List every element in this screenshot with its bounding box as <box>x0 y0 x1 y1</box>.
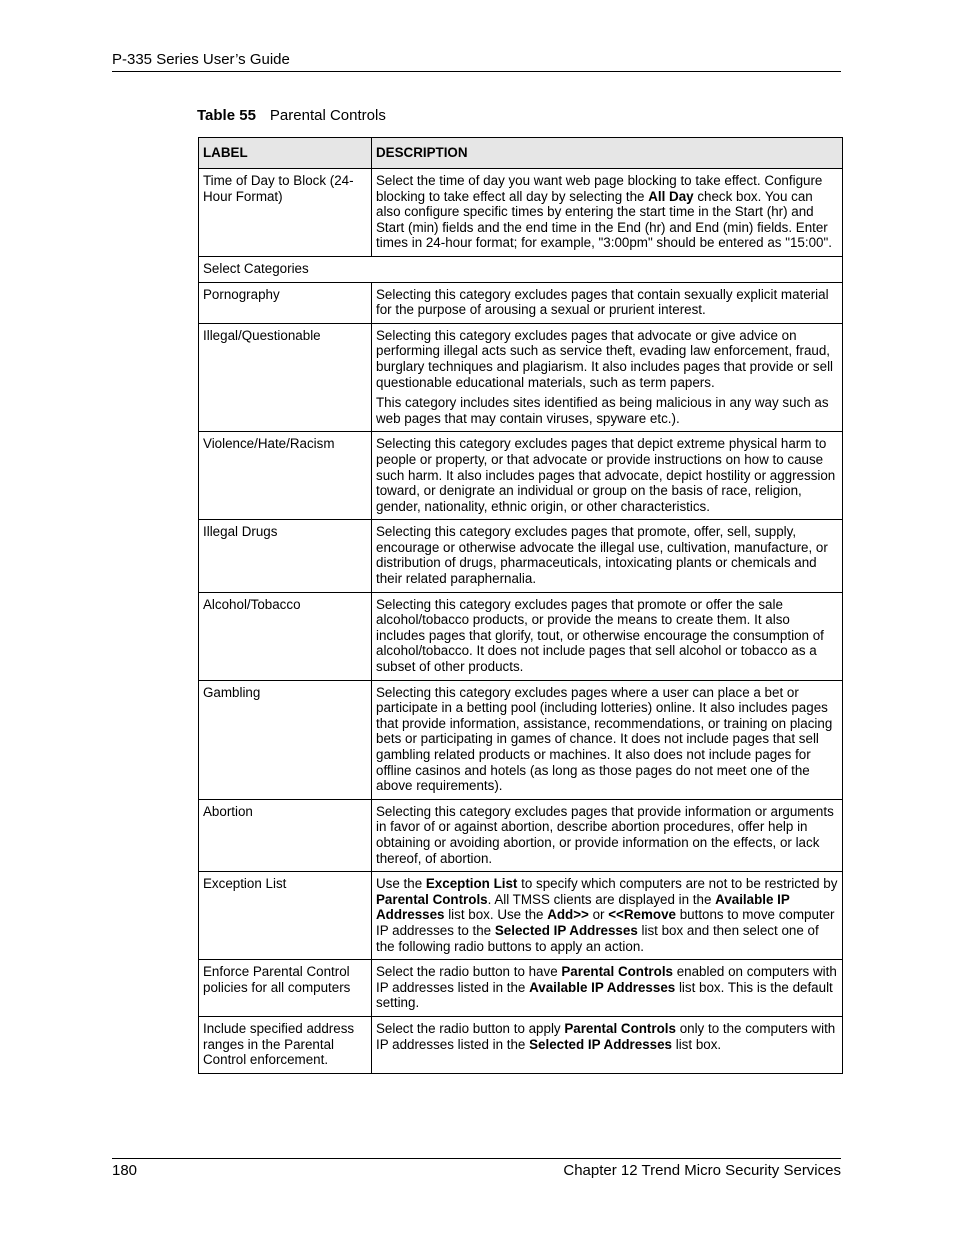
table-row <box>199 872 843 960</box>
footer-rule <box>112 1158 841 1159</box>
row-description <box>372 680 843 799</box>
description-paragraph <box>376 173 838 251</box>
bold-term: Exception List <box>425 876 518 892</box>
text-run: Use the <box>376 876 426 892</box>
row-description <box>372 432 843 520</box>
table-row <box>199 256 843 282</box>
text-run: enabled on computers with IP addresses listed in the <box>376 964 837 995</box>
row-description <box>372 323 843 432</box>
row-description <box>372 1016 843 1073</box>
description-paragraph <box>376 685 838 794</box>
text-run: Selecting this category excludes pages that depict extreme physical harm to people or property, or that advocate or provide instructions on how to cause such harm. It also includes pages that advocate, depict hostility or aggression toward, or denigrate an individual or group on the basis of race, religion, gender, nationality, ethnic origin, or other characteristics. <box>376 436 836 514</box>
text-run: This category includes sites identified as being malicious in any way such as web pages that may contain viruses, spyware etc.). <box>376 395 829 426</box>
text-run: Select the radio button to have <box>376 964 562 980</box>
row-label: Select Categories <box>199 256 843 282</box>
row-description <box>372 872 843 960</box>
row-label: Alcohol/Tobacco <box>199 592 372 680</box>
text-run: to specify which computers are not to be restricted by <box>517 876 838 892</box>
row-label: Violence/Hate/Racism <box>199 432 372 520</box>
row-label: Illegal/Questionable <box>199 323 372 432</box>
chapter-title: Chapter 12 Trend Micro Security Services <box>563 1162 841 1179</box>
text-run: only to the computers with IP addresses listed in the <box>376 1020 836 1052</box>
text-run: list box. Use the <box>444 907 548 923</box>
description-paragraph <box>376 436 838 514</box>
row-label: Include specified address ranges in the Parental Control enforcement. <box>199 1016 372 1073</box>
row-label: Gambling <box>199 680 372 799</box>
text-run: Selecting this category excludes pages where a user can place a bet or participate in a betting pool (including lotteries) online. It also includes pages that provide information, assistance, recommendations, or training on placing bets or participating in games of chance. It does not include pages that sell gambling related products or machines. It also does not include pages for offline casinos and hotels (as long as those pages do not meet one of the above requirements). <box>376 684 833 794</box>
text-run: Selecting this category excludes pages that promote or offer the sale alcohol/tobacco products, or provide the means to create them. It also includes pages that glorify, tout, or otherwise encourage the consumption of alcohol/tobacco. It does not include pages that sell alcohol or tobacco as a subset of other products. <box>376 596 824 675</box>
bold-term: Parental Controls <box>564 1020 676 1036</box>
bold-term: Selected IP Addresses <box>529 1036 673 1052</box>
label-column-header: LABEL <box>199 138 372 169</box>
table-row <box>199 169 843 257</box>
bold-term: <<Remove <box>608 907 676 923</box>
row-description <box>372 520 843 592</box>
bold-term: Parental Controls <box>561 964 673 980</box>
bold-term: Available IP Addresses <box>529 979 676 995</box>
bold-term: Selected IP Addresses <box>494 922 638 938</box>
table-row <box>199 680 843 799</box>
table-row <box>199 799 843 871</box>
description-paragraph <box>376 876 838 954</box>
table-body <box>199 169 843 1074</box>
description-paragraph <box>376 287 838 318</box>
row-label: Enforce Parental Control policies for all computers <box>199 960 372 1017</box>
description-paragraph <box>376 524 838 586</box>
table-row <box>199 323 843 432</box>
page-number: 180 <box>112 1162 138 1179</box>
row-description <box>372 799 843 871</box>
text-run: Select the radio button to apply <box>376 1020 565 1036</box>
text-run: list box. <box>672 1036 722 1052</box>
text-run: check box. You can also configure specific times by entering the start time in the Start (hr) and Start (min) fields and the end time in the End (hr) and End (min) fields. Enter times in 24-hour format; for example, "3:00pm" should be entered as "15:00". <box>376 188 832 251</box>
row-label: Exception List <box>199 872 372 960</box>
row-description <box>372 169 843 257</box>
table-row <box>199 432 843 520</box>
bold-term: Available IP Addresses <box>376 891 790 923</box>
table-number: Table 55 <box>197 107 256 124</box>
row-description <box>372 960 843 1017</box>
row-label: Abortion <box>199 799 372 871</box>
text-run: list box and then select one of the following radio buttons to apply an action. <box>376 922 819 954</box>
text-run: . All TMSS clients are displayed in the <box>487 891 716 907</box>
bold-term: All Day <box>648 188 694 204</box>
bold-term: Add>> <box>547 907 589 923</box>
description-paragraph <box>376 328 838 390</box>
table-row <box>199 282 843 323</box>
row-description <box>372 282 843 323</box>
text-run: Select the time of day you want web page blocking to take effect. Configure blocking to take effect all day by selecting the <box>376 173 823 204</box>
bold-term: Parental Controls <box>376 891 488 907</box>
row-description <box>372 592 843 680</box>
table-row <box>199 1016 843 1073</box>
parental-controls-table <box>198 137 843 1074</box>
row-label: Pornography <box>199 282 372 323</box>
row-label: Illegal Drugs <box>199 520 372 592</box>
description-paragraph <box>376 1021 838 1052</box>
text-run: Selecting this category excludes pages that advocate or give advice on performing illegal acts such as service theft, evading law enforcement, fraud, burglary techniques and plagiarism. It also includes pages that provide or sell questionable educational materials, such as term papers. <box>376 327 834 390</box>
text-run: Selecting this category excludes pages that provide information or arguments in favor of or against abortion, describe abortion procedures, offer help in obtaining or avoiding abortion, or provide information on the effects, or lack thereof, of abortion. <box>376 803 834 866</box>
table-row <box>199 592 843 680</box>
header-rule <box>112 71 841 72</box>
description-paragraph <box>376 395 838 426</box>
description-paragraph <box>376 804 838 866</box>
running-header: P-335 Series User’s Guide <box>112 51 290 68</box>
text-run: buttons to move computer IP addresses to the <box>376 907 835 938</box>
table-row <box>199 960 843 1017</box>
description-paragraph <box>376 964 838 1011</box>
table-title: Parental Controls <box>269 107 386 124</box>
description-column-header: DESCRIPTION <box>372 138 843 169</box>
text-run: Selecting this category excludes pages that contain sexually explicit material for the purpose of arousing a sexual or prurient interest. <box>376 286 829 318</box>
table-row <box>199 520 843 592</box>
table-caption <box>197 107 386 125</box>
text-run: list box. This is the default setting. <box>376 979 833 1011</box>
text-run: or <box>588 907 609 923</box>
description-paragraph <box>376 597 838 675</box>
table-header-row <box>199 138 843 169</box>
row-label: Time of Day to Block (24-Hour Format) <box>199 169 372 257</box>
text-run: Selecting this category excludes pages that promote, offer, sell, supply, encourage or otherwise advocate the illegal use, cultivation, manufacture, or distribution of drugs, pharmaceuticals, intoxicating plants or chemicals and their related paraphernalia. <box>376 524 828 587</box>
